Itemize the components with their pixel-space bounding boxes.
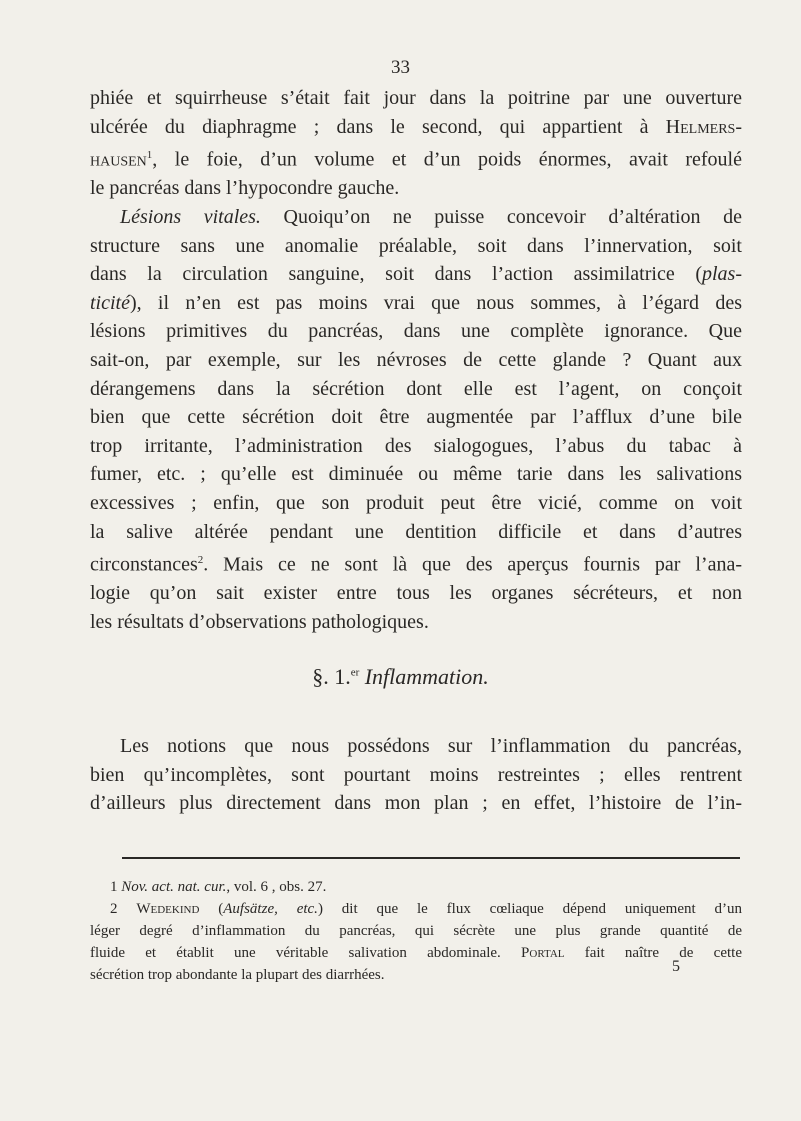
footnote-ref: 1: [146, 149, 153, 162]
footnotes: [90, 876, 742, 986]
footnote-2-line: fluide et établit une véritable salivation abdominale. Portal fait naître de cette: [90, 945, 742, 961]
footnote-2: 2 Wedekind (Aufsätze, etc.) dit que le flux cœliaque dépend uniquement d’un: [110, 901, 743, 917]
section-heading: §. 1.$^{er}$ Inflammation.: [312, 664, 489, 689]
text-line: bien qu’incomplètes, sont pourtant moins restreintes ; elles rentrent: [90, 763, 742, 786]
text-line: ulcérée du diaphragme ; dans le second, qui appartient à Helmers-: [90, 115, 742, 138]
text-line: logie qu’on sait exister entre tous les organes sécréteurs, et non: [90, 582, 742, 605]
text-line: ticité), il n’en est pas moins vrai que nous sommes, à l’égard des: [90, 291, 742, 314]
footnote-rule: [122, 857, 740, 859]
text-line: trop irritante, l’administration des sialogogues, l’abus du tabac à: [90, 434, 742, 457]
text-line: d’ailleurs plus directement dans mon plan ; en effet, l’histoire de l’in-: [90, 792, 742, 815]
text-line: structure sans une anomalie préalable, soit dans l’innervation, soit: [90, 234, 742, 257]
footnote-2-line: léger degré d’inflammation du pancréas, qui sécrète une plus grande quantité de: [90, 923, 742, 939]
text-line: les résultats d’observations pathologiques.: [90, 611, 429, 633]
text-line: fumer, etc. ; qu’elle est diminuée ou même tarie dans les salivations: [90, 463, 742, 486]
text-line: Lésions vitales. Quoiqu’on ne puisse concevoir d’altération de: [120, 206, 742, 229]
text-line: lésions primitives du pancréas, dans une complète ignorance. Que: [90, 320, 742, 343]
text-line: dans la circulation sanguine, soit dans l’action assimilatrice (plas-: [90, 263, 742, 286]
text-line: phiée et squirrheuse s’était fait jour dans la poitrine par une ouverture: [90, 87, 742, 109]
text-line: circonstances$^2$. Mais ce ne sont là que des aperçus fournis par l’ana-: [90, 553, 742, 576]
text-line: hausen$^1$, le foie, d’un volume et d’un poids énormes, avait refoulé: [90, 148, 742, 171]
author-name: Helmers-: [665, 115, 742, 138]
page-number: 33: [391, 57, 410, 78]
section-number: §. 1.: [312, 664, 351, 689]
text-line: sait-on, par exemple, sur les névroses de cette glande ? Quant aux: [90, 349, 742, 371]
footnote-2-line: sécrétion trop abondante la plupart des diarrhées.: [90, 967, 385, 983]
text-line: Les notions que nous possédons sur l’inflammation du pancréas,: [120, 735, 742, 757]
second-paragraph: [90, 732, 742, 818]
footnote-1: 1 Nov. act. nat. cur., vol. 6 , obs. 27.: [110, 879, 327, 895]
main-paragraph: [90, 84, 742, 637]
text-line: la salive altérée pendant une dentition difficile et dans d’autres: [90, 520, 742, 543]
text-line: le pancréas dans l’hypocondre gauche.: [90, 177, 400, 200]
text-line: excessives ; enfin, que son produit peut être vicié, comme on voit: [90, 491, 742, 514]
text-line: bien que cette sécrétion doit être augmentée par l’afflux d’une bile: [90, 406, 742, 429]
section-title: Inflammation.: [364, 664, 489, 689]
footnote-ref: 2: [197, 554, 204, 567]
subheading-italic: Lésions vitales.: [120, 206, 261, 229]
text-line: dérangemens dans la sécrétion dont elle est l’agent, on conçoit: [90, 377, 742, 400]
signature-mark: 5: [672, 958, 680, 975]
